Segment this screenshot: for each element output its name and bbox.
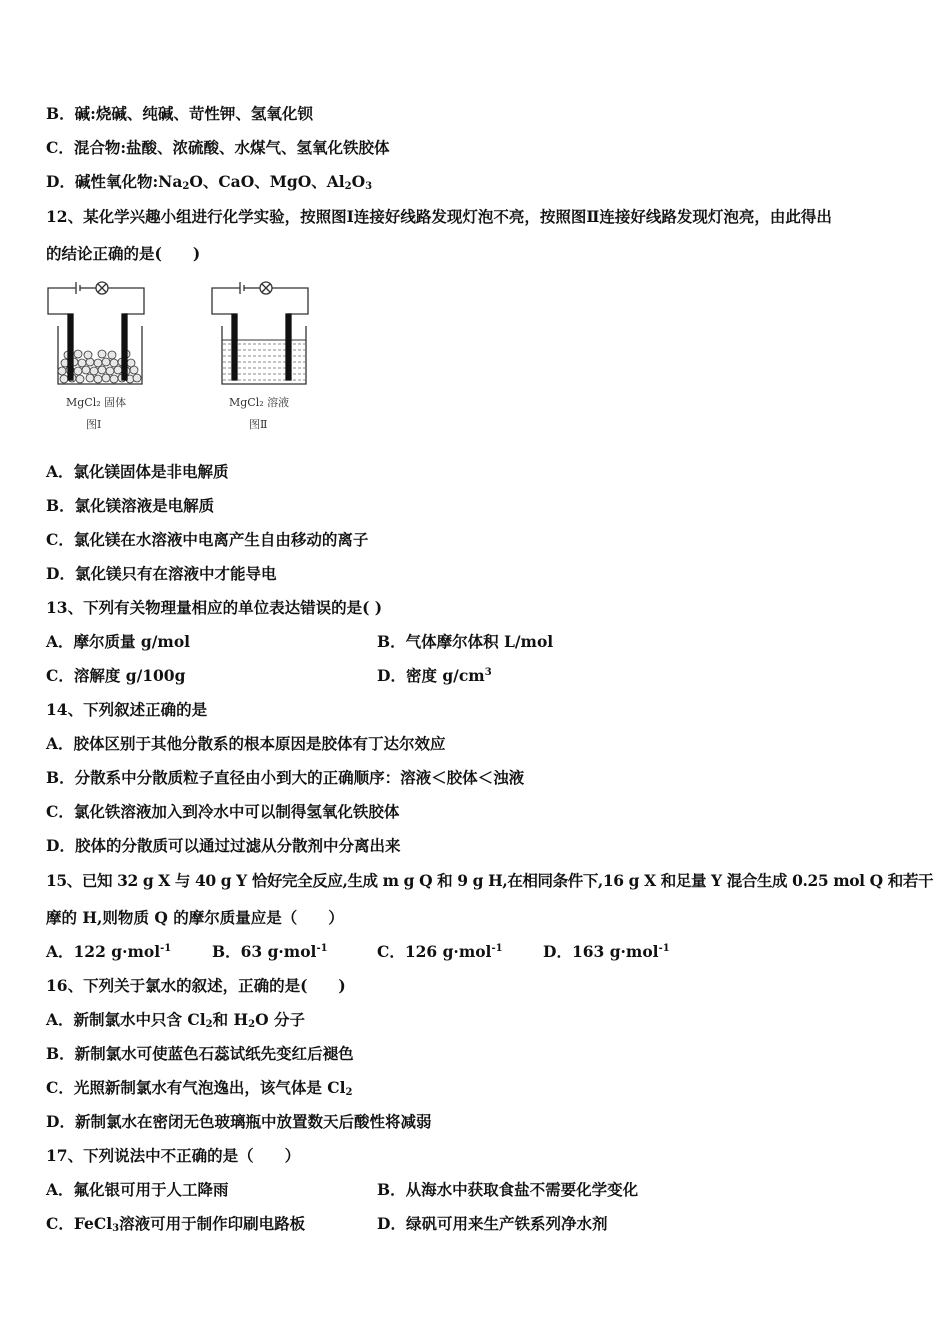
q12-circuit-figure	[44, 274, 334, 439]
q15-option-c: C．126 g·mol$^{-1}$	[377, 942, 503, 961]
q17-option-b: B．从海水中获取食盐不需要化学变化	[377, 1180, 639, 1199]
q16-option-d: D．新制氯水在密闭无色玻璃瓶中放置数天后酸性将减弱	[46, 1112, 432, 1131]
q17-option-a: A．氟化银可用于人工降雨	[46, 1180, 229, 1199]
q17-option-c: C．FeCl$_3$溶液可用于制作印刷电路板	[46, 1214, 306, 1234]
q14-option-c: C．氯化铁溶液加入到冷水中可以制得氢氧化铁胶体	[46, 802, 400, 821]
q13-option-d: D．密度 $g/cm^3$	[377, 666, 492, 685]
q14-option-b: B．分散系中分散质粒子直径由小到大的正确顺序：溶液＜胶体＜浊液	[46, 768, 525, 787]
q11-option-c: C．混合物:盐酸、浓硫酸、水煤气、氢氧化铁胶体	[46, 138, 390, 157]
figure-one-caption: 图Ⅰ	[86, 418, 102, 431]
q16-option-a: A．新制氯水中只含 $Cl_2$和 $H_2O$ 分子	[46, 1010, 306, 1030]
q13-option-a: A．摩尔质量 g/mol	[46, 632, 191, 651]
figure-one-label: MgCl₂ 固体	[66, 396, 127, 409]
q12-option-b: B．氯化镁溶液是电解质	[46, 496, 215, 515]
q17-option-d: D．绿矾可用来生产铁系列净水剂	[377, 1214, 608, 1233]
q11-option-d: D．碱性氧化物$:Na_2O$、CaO、MgO、$Al_2O_3$	[46, 172, 373, 192]
q16-stem: 16、下列关于氯水的叙述，正确的是( )	[46, 976, 346, 995]
q13-stem: 13、下列有关物理量相应的单位表达错误的是( )	[46, 598, 383, 617]
q15-stem-line2: 摩的 H,则物质 Q 的摩尔质量应是（ ）	[46, 908, 344, 927]
q12-option-c: C．氯化镁在水溶液中电离产生自由移动的离子	[46, 530, 369, 549]
q11-option-b: B．碱:烧碱、纯碱、苛性钾、氢氧化钡	[46, 104, 313, 123]
q16-option-c: C．光照新制氯水有气泡逸出，该气体是 $Cl_2$	[46, 1078, 353, 1098]
q15-option-d: D．163 g·mol$^{-1}$	[543, 942, 670, 961]
q12-option-d: D．氯化镁只有在溶液中才能导电	[46, 564, 277, 583]
q13-option-c: C．溶解度 g/100g	[46, 666, 186, 685]
q15-option-b: B．63 g·mol$^{-1}$	[212, 942, 328, 961]
q14-option-a: A．胶体区别于其他分散系的根本原因是胶体有丁达尔效应	[46, 734, 446, 753]
figure-one-apparatus	[48, 282, 144, 384]
circuit-diagram	[44, 274, 334, 439]
q13-option-b: B．气体摩尔体积 L/mol	[377, 632, 554, 651]
q16-option-b: B．新制氯水可使蓝色石蕊试纸先变红后褪色	[46, 1044, 354, 1063]
q15-stem-line1: 15、已知 32 g X 与 40 g Y 恰好完全反应,生成 m g Q 和 9 g H,在相同条件下,16 g X 和足量 Y 混合生成 0.25 mol Q 和若干	[46, 871, 934, 890]
figure-two-label: MgCl₂ 溶液	[229, 396, 290, 409]
q15-option-a: A．122 g·mol$^{-1}$	[46, 942, 172, 961]
q14-stem: 14、下列叙述正确的是	[46, 700, 208, 719]
q17-stem: 17、下列说法中不正确的是（ ）	[46, 1146, 301, 1165]
figure-two-apparatus	[212, 282, 308, 384]
figure-two-caption: 图Ⅱ	[249, 418, 268, 431]
q12-stem-line2: 的结论正确的是( )	[46, 244, 201, 263]
q12-option-a: A．氯化镁固体是非电解质	[46, 462, 229, 481]
q14-option-d: D．胶体的分散质可以通过过滤从分散剂中分离出来	[46, 836, 401, 855]
q12-stem-line1: 12、某化学兴趣小组进行化学实验，按照图Ⅰ连接好线路发现灯泡不亮，按照图Ⅱ连接好线路发现灯泡亮，由此得出	[46, 207, 832, 226]
